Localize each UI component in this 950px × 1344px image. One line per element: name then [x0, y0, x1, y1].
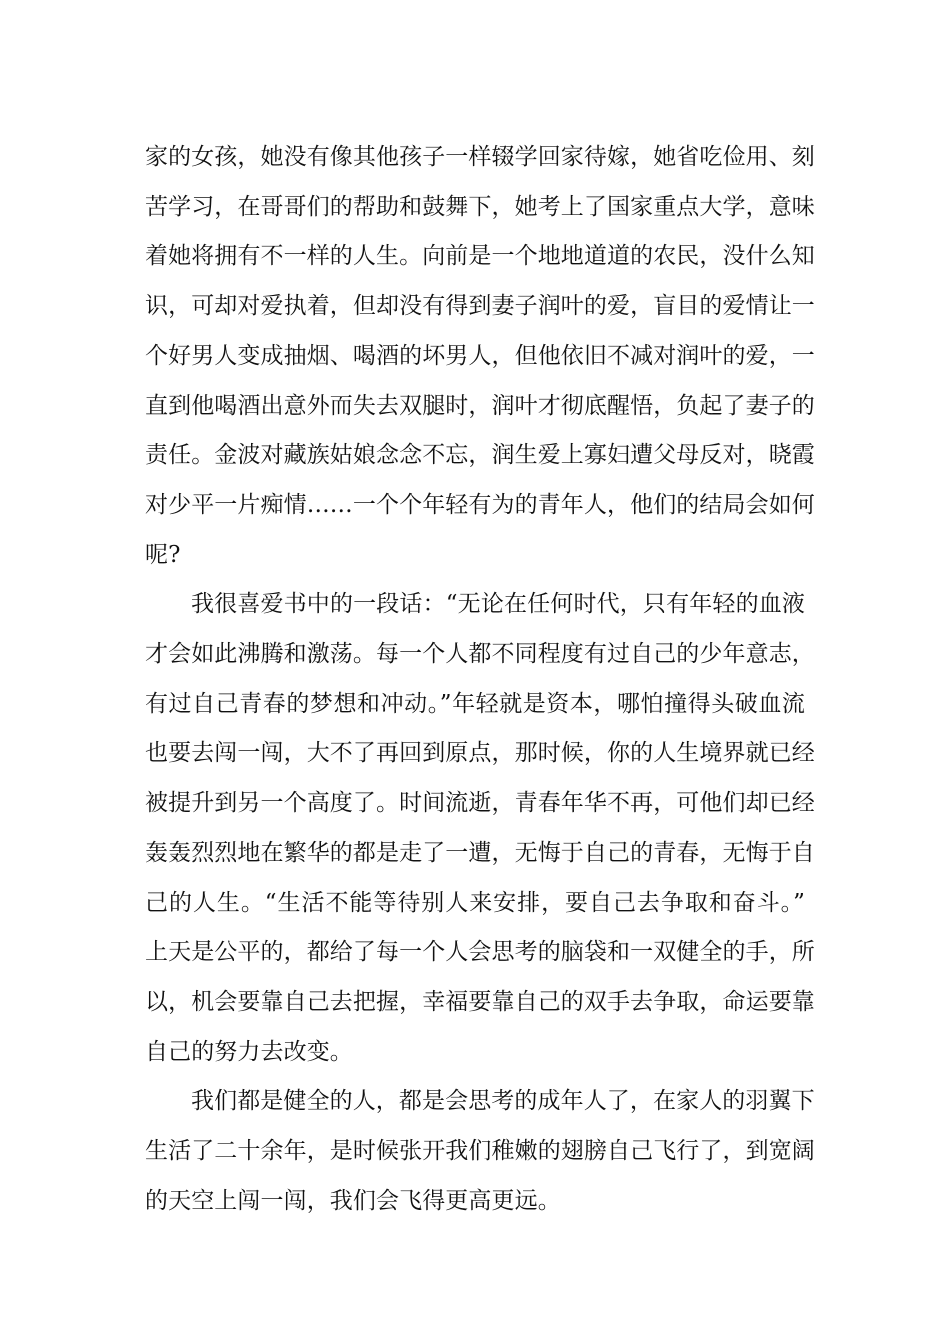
text-line: 对少平一片痴情……一个个年轻有为的青年人，他们的结局会如何: [145, 491, 815, 518]
text-line: 着她将拥有不一样的人生。向前是一个地地道道的农民，没什么知: [145, 243, 815, 270]
text-line: 苦学习，在哥哥们的帮助和鼓舞下，她考上了国家重点大学，意味: [145, 193, 815, 220]
text-line: 直到他喝酒出意外而失去双腿时，润叶才彻底醒悟，负起了妻子的: [145, 392, 815, 419]
text-line: 我们都是健全的人，都是会思考的成年人了，在家人的羽翼下: [191, 1088, 815, 1115]
body-text: [145, 133, 815, 1226]
paragraph-3: [145, 1077, 815, 1226]
text-line: 自己的努力去改变。: [145, 1038, 353, 1065]
text-line: 的天空上闯一闯，我们会飞得更高更远。: [145, 1187, 561, 1214]
text-line: 轰轰烈烈地在繁华的都是走了一遭，无悔于自己的青春，无悔于自: [145, 839, 815, 866]
text-line: 识，可却对爱执着，但却没有得到妻子润叶的爱，盲目的爱情让一: [145, 293, 815, 320]
text-line: 生活了二十余年，是时候张开我们稚嫩的翅膀自己飞行了，到宽阔: [145, 1138, 815, 1165]
paragraph-1: [145, 133, 815, 580]
paragraph-2: [145, 580, 815, 1077]
text-line: 己的人生。“生活不能等待别人来安排，要自己去争取和奋斗。”: [145, 889, 805, 916]
text-line: 也要去闯一闯，大不了再回到原点，那时候，你的人生境界就已经: [145, 740, 815, 767]
text-line: 以，机会要靠自己去把握，幸福要靠自己的双手去争取，命运要靠: [145, 988, 815, 1015]
text-line: 被提升到另一个高度了。时间流逝，青春年华不再，可他们却已经: [145, 790, 815, 817]
text-line: 家的女孩，她没有像其他孩子一样辍学回家待嫁，她省吃俭用、刻: [145, 144, 815, 170]
text-line: 有过自己青春的梦想和冲动。”年轻就是资本，哪怕撞得头破血流: [145, 690, 805, 717]
text-line: 个好男人变成抽烟、喝酒的坏男人，但他依旧不减对润叶的爱，一: [145, 342, 815, 369]
text-line: 我很喜爱书中的一段话：“无论在任何时代，只有年轻的血液: [191, 591, 805, 618]
text-line: 才会如此沸腾和激荡。每一个人都不同程度有过自己的少年意志，: [145, 641, 815, 668]
text-line: 上天是公平的，都给了每一个人会思考的脑袋和一双健全的手，所: [145, 939, 815, 966]
text-line: 责任。金波对藏族姑娘念念不忘，润生爱上寡妇遭父母反对，晓霞: [145, 442, 815, 469]
text-line: 呢?: [145, 541, 181, 568]
